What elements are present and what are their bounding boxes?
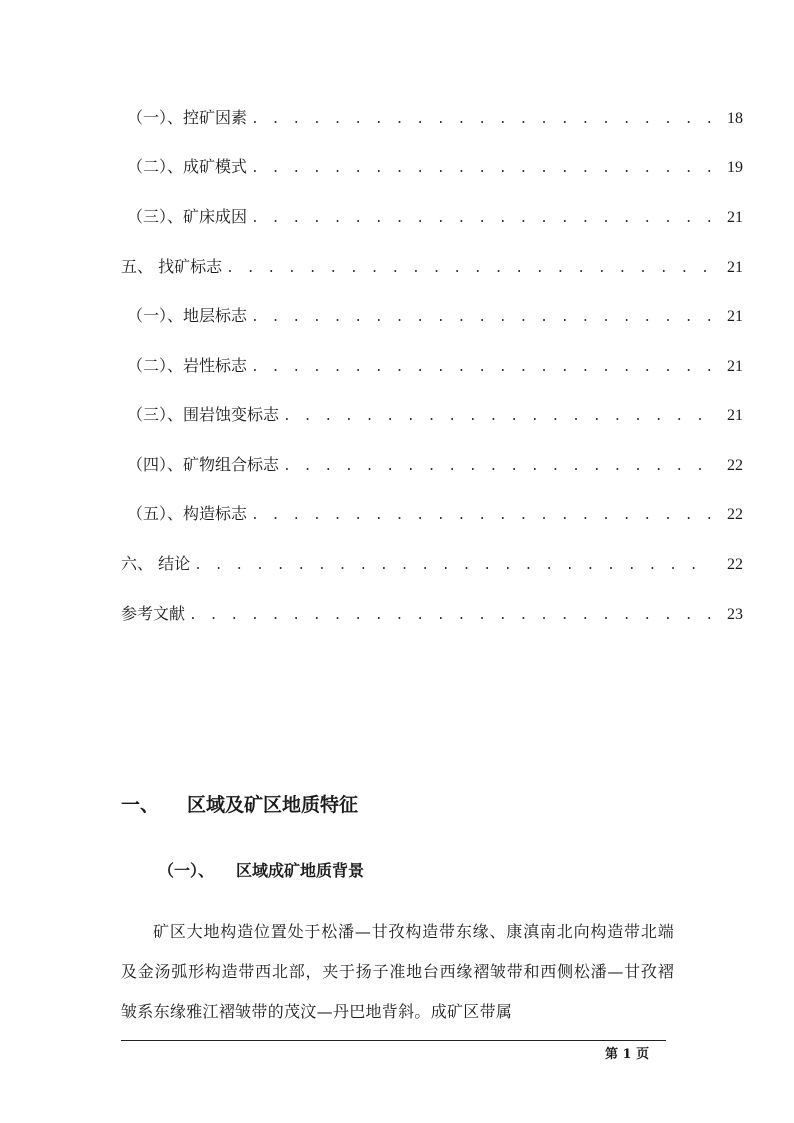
subsection-title: 区域成矿地质背景: [236, 861, 365, 880]
toc-entry-page-number: 21: [727, 259, 743, 276]
footer-divider: [121, 1040, 666, 1041]
toc-entry-page-number: 21: [727, 407, 743, 424]
toc-entry-page-number: 22: [727, 506, 743, 523]
toc-entry-page-number: 22: [727, 556, 743, 573]
toc-dot-leader: [189, 604, 713, 628]
toc-entry[interactable]: [121, 304, 743, 328]
toc-entry-page-number: 21: [727, 209, 743, 226]
toc-entry[interactable]: [121, 106, 743, 130]
toc-dot-leader: [226, 257, 713, 281]
subsection-number: （一）、: [158, 861, 215, 880]
toc-entry-title: （二）、岩性标志: [127, 356, 248, 375]
toc-entry-title: 五、 找矿标志: [121, 257, 223, 276]
toc-dot-leader: [251, 108, 713, 132]
toc-entry[interactable]: [121, 403, 743, 427]
section-number: 一、: [121, 794, 160, 816]
toc-dot-leader: [251, 306, 713, 330]
toc-dot-leader: [194, 554, 713, 578]
toc-entry-title: （二）、成矿模式: [127, 157, 248, 176]
toc-entry-page-number: 19: [727, 159, 743, 176]
toc-dot-leader: [251, 207, 713, 231]
subsection-heading: [158, 858, 364, 881]
toc-entry[interactable]: [121, 205, 743, 229]
toc-entry[interactable]: [121, 255, 743, 279]
toc-entry-page-number: 22: [727, 457, 743, 474]
toc-entry-title: （五）、构造标志: [127, 504, 248, 523]
toc-entry[interactable]: [121, 552, 743, 576]
toc-entry-title: 六、 结论: [121, 554, 191, 573]
toc-entry[interactable]: [121, 354, 743, 378]
toc-entry-title: （三）、矿床成因: [127, 207, 248, 226]
toc-entry-page-number: 21: [727, 308, 743, 325]
toc-entry-page-number: 21: [727, 358, 743, 375]
toc-entry[interactable]: [121, 453, 743, 477]
toc-dot-leader: [283, 405, 713, 429]
toc-dot-leader: [251, 504, 713, 528]
body-paragraph: 矿区大地构造位置处于松潘—甘孜构造带东缘、康滇南北向构造带北端及金汤弧形构造带西北部，夹于扬子准地台西缘褶皱带和西侧松潘—甘孜褶皱系东缘雅江褶皱带的茂汶—丹巴地背斜。成矿区带属: [121, 922, 674, 1021]
toc-entry-title: （三）、围岩蚀变标志: [127, 405, 280, 424]
toc-entry-title: （一）、控矿因素: [127, 108, 248, 127]
section-heading: [121, 790, 358, 817]
toc-entry-page-number: 18: [727, 110, 743, 127]
toc-entry[interactable]: [121, 155, 743, 179]
toc-entry[interactable]: [121, 602, 743, 626]
toc-entry-title: （四）、矿物组合标志: [127, 455, 280, 474]
section-title: 区域及矿区地质特征: [187, 794, 359, 816]
page-number-footer: 第 1 页: [605, 1047, 650, 1062]
toc-entry-title: （一）、地层标志: [127, 306, 248, 325]
toc-entry-title: 参考文献: [121, 604, 186, 623]
toc-dot-leader: [283, 455, 713, 479]
toc-entry-page-number: 23: [727, 606, 743, 623]
toc-entry[interactable]: [121, 502, 743, 526]
toc-dot-leader: [251, 356, 713, 380]
toc-dot-leader: [251, 157, 713, 181]
